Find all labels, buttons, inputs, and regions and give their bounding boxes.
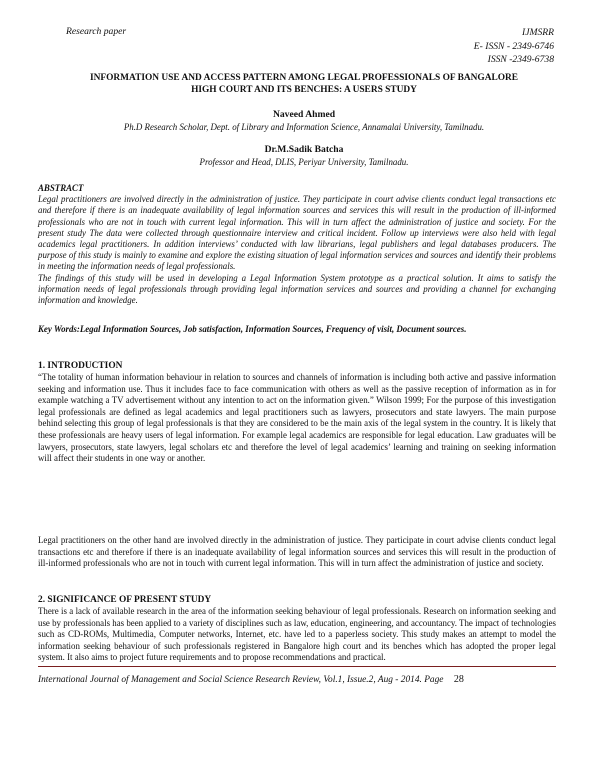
author-block: [40, 108, 568, 133]
author-affiliation: Ph.D Research Scholar, Dept. of Library and Information Science, Annamalai University, Tamilnadu.: [123, 122, 485, 132]
journal-header: [474, 26, 554, 67]
footer: [38, 674, 464, 685]
author-affiliation: Professor and Head, DLIS, Periyar University, Tamilnadu.: [199, 157, 409, 167]
author-name: Naveed Ahmed: [272, 109, 336, 120]
abstract-paragraph-2: The findings of this study will be used in developing a Legal Information System prototype as a practical solution. It aims to satisfy the information needs of legal professionals through providing legal information services and sources and providing a channel for exchanging information and knowledge.: [38, 272, 556, 306]
page-number: 28: [453, 674, 464, 685]
section-introduction: [38, 360, 556, 465]
abstract-heading: ABSTRACT: [38, 183, 84, 193]
header-label: Research paper: [66, 26, 127, 37]
author-name: Dr.M.Sadik Batcha: [264, 144, 344, 155]
issn: ISSN -2349-6738: [487, 54, 554, 65]
section-introduction-continued: [38, 535, 556, 570]
eissn: E- ISSN - 2349-6746: [473, 40, 554, 52]
title-line-1: INFORMATION USE AND ACCESS PATTERN AMONG LEGAL PROFESSIONALS OF BANGALORE: [89, 73, 519, 83]
abstract: [38, 183, 556, 306]
abstract-paragraph-1: Legal practitioners are involved directly in the administration of justice. They participate in court advise clients conduct legal transactions etc and therefore if there is an inadequate availability of legal information sources and services this will result in the production of ill-informed professionals who are not in touch with current legal information. This will in turn affect the administration of justice and society. For the present study The data were collected through questionnaire interview and critical incident. Follow up interviews were also held with legal academics legal practitioners. In addition interviews’ conducted with law librarians, legal publishers and legal databases producers. The purpose of this study is mainly to examine and explore the existing situation of legal information services and sources and identify their problems in meeting the information needs of legal professionals.: [38, 194, 556, 272]
section-heading: 1. INTRODUCTION: [38, 361, 123, 371]
section-significance: [38, 594, 556, 664]
footer-citation: International Journal of Management and Social Science Research Review, Vol.1, Issue.2, Aug - 2014. Page: [38, 675, 444, 685]
section-heading: 2. SIGNIFICANCE OF PRESENT STUDY: [38, 595, 212, 605]
journal-abbrev: IJMSRR: [522, 27, 554, 38]
section-paragraph: There is a lack of available research in the area of the information seeking behaviour of legal professionals. Research on information seeking and use by professionals has been applied to a variety of disciplines such as law, education, engineering, and accountancy. The impact of technologies such as CD-ROMs, Multimedia, Computer networks, Internet, etc. have led to a paperless society. This study makes an attempt to model the information seeking behaviour of such professionals registered in Bangalore high court and its benches which has adopted the proper legal system. It also aims to project future requirements and to propose recommendations and practical.: [38, 606, 556, 663]
section-paragraph: “The totality of human information behaviour in relation to sources and channels of information is including both active and passive information seeking and information use. Thus it includes face to face communication with others as well as the passive reception of information as in for example watching a TV advertisement without any intention to act on the information given.” Wilson 1999; For the purpose of this investigation legal professionals are defined as legal academics and legal practitioners such as lawyers, prosecutors and state lawyers. The main purpose behind selecting this group of legal professionals is that they are considered to be the main axis of the legal system in the country. It is likely that these professionals are heavy users of legal information. For example legal academics are responsible for legal education. Law graduates will be lawyers, prosecutors, state lawyers, legal scholars etc and therefore the level of legal academics’ learning and training on seeking information will affect their students in one way or another.: [38, 372, 556, 464]
section-paragraph: Legal practitioners on the other hand are involved directly in the administration of justice. They participate in court advise clients conduct legal transactions etc and therefore if there is an inadequate availability of legal information sources and services this will result in the production of ill-informed professionals who are not in touch with current legal information. This will in turn affect the administration of justice and society.: [38, 535, 556, 569]
footer-divider: [38, 666, 556, 667]
paper-title: [40, 72, 568, 96]
keywords: Key Words:Legal Information Sources, Job satisfaction, Information Sources, Frequency of visit, Document sources.: [38, 324, 467, 334]
title-line-2: HIGH COURT AND ITS BENCHES: A USERS STUDY: [191, 85, 417, 95]
author-block: [40, 143, 568, 168]
